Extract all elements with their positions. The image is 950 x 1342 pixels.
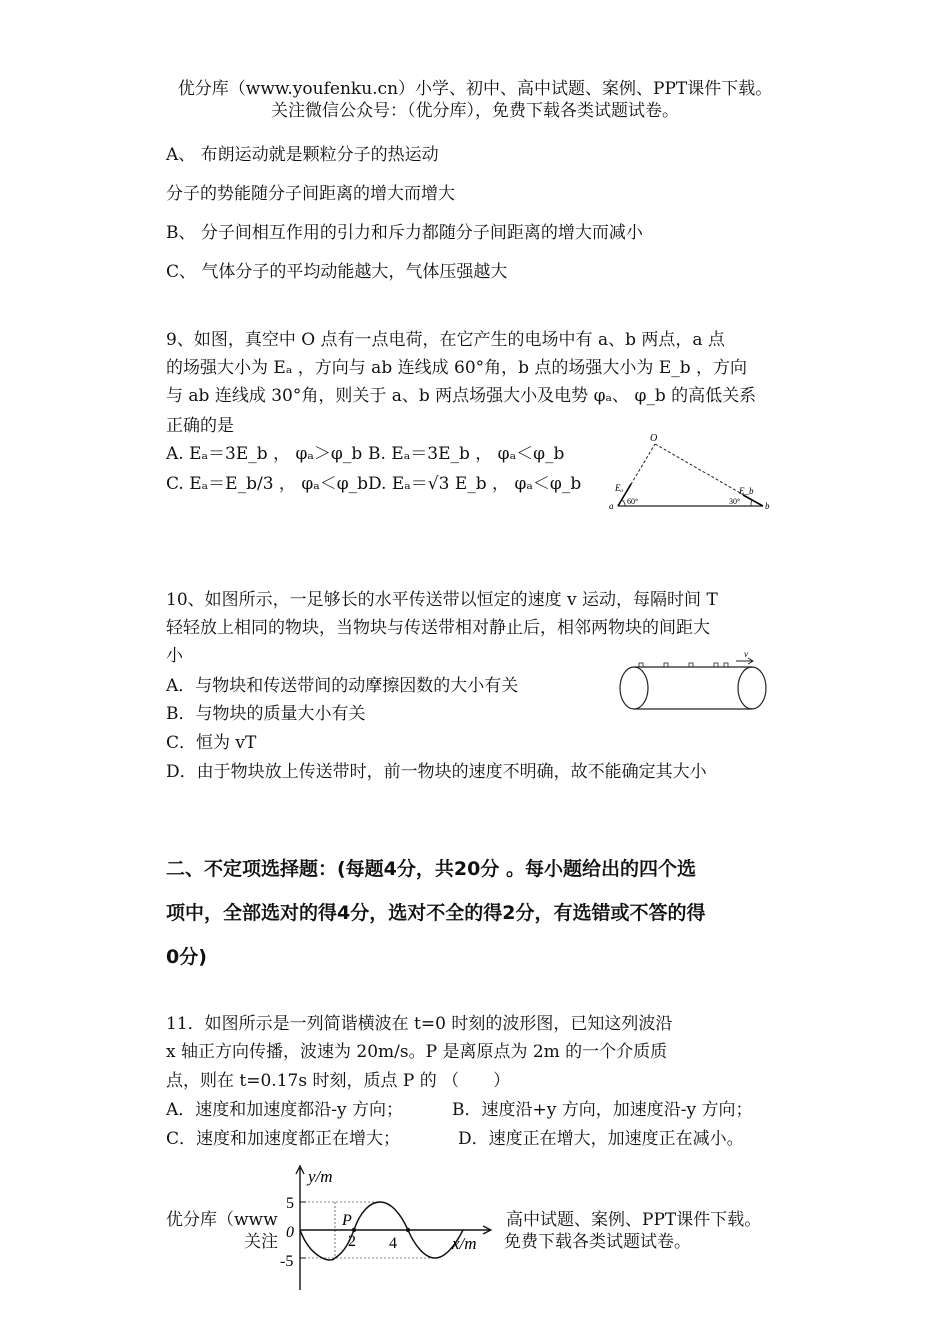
q11-line-1: 11．如图所示是一列简谐横波在 t=0 时刻的波形图，已知这列波沿 <box>166 1014 673 1034</box>
q9-option-c: C. Eₐ＝E_b/3 ， φₐ＜φ_b <box>166 474 369 494</box>
q11-line-2: x 轴正方向传播，波速为 20m/s。P 是离原点为 2m 的一个介质质 <box>166 1042 668 1062</box>
q10-line-2: 轻轻放上相同的物块，当物块与传送带相对静止后，相邻两物块的间距大 <box>166 618 710 638</box>
angle-60-label: 60° <box>627 497 639 506</box>
footer-left-1: 优分库（www <box>166 1210 278 1230</box>
q9-line-1: 9、如图，真空中 O 点有一点电荷，在它产生的电场中有 a、b 两点，a 点 <box>166 330 725 350</box>
q10-option-c: C．恒为 vT <box>166 733 257 753</box>
q11-option-a: A．速度和加速度都沿-y 方向； <box>166 1100 404 1120</box>
q8-extra-line: 分子的势能随分子间距离的增大而增大 <box>166 184 455 204</box>
header-line-2: 关注微信公众号：（优分库），免费下载各类试题试卷。 <box>271 101 679 121</box>
q10-option-b: B．与物块的质量大小有关 <box>166 704 366 724</box>
q10-conveyor-diagram <box>612 648 772 716</box>
q10-line-3: 小 <box>166 646 183 666</box>
q11-option-d: D．速度正在增大，加速度正在减小。 <box>458 1129 744 1149</box>
y-axis-label: y/m <box>308 1167 333 1186</box>
q10-option-a: A．与物块和传送带间的动摩擦因数的大小有关 <box>166 676 519 696</box>
point-b-label: b <box>765 501 770 511</box>
point-o-label: O <box>650 433 658 444</box>
q11-option-b: B．速度沿+y 方向，加速度沿-y 方向； <box>452 1100 753 1120</box>
q11-wave-graph <box>280 1162 496 1294</box>
footer-left-2: 关注 <box>244 1232 278 1252</box>
left-roller <box>620 667 648 709</box>
q10-option-d: D．由于物块放上传送带时，前一物块的速度不明确，故不能确定其大小 <box>166 762 707 782</box>
eb-label: E_b <box>739 486 754 496</box>
q8-option-b: B、 分子间相互作用的引力和斥力都随分子间距离的增大而减小 <box>166 223 643 243</box>
point-p-label: P <box>342 1212 352 1229</box>
angle-30-label: 30° <box>729 497 741 506</box>
section-2-line-2: 项中，全部选对的得4分，选对不全的得2分，有选错或不答的得 <box>166 902 706 924</box>
section-2-line-1: 二、不定项选择题：(每题4分，共20分 。每小题给出的四个选 <box>166 858 696 880</box>
x-tick-4: 4 <box>389 1235 397 1252</box>
section-2-line-3: 0分) <box>166 946 207 968</box>
q9-field-diagram <box>605 428 775 514</box>
eb-arrow <box>743 495 763 506</box>
y-tick-neg5: -5 <box>280 1253 294 1270</box>
velocity-label: v <box>744 649 748 659</box>
q9-line-2: 的场强大小为 Eₐ ，方向与 ab 连线成 60°角，b 点的场强大小为 E_b ，方向 <box>166 358 748 378</box>
right-roller <box>738 667 766 709</box>
q9-option-b: B. Eₐ＝3E_b ， φₐ＜φ_b <box>368 444 565 464</box>
q9-option-a: A. Eₐ＝3E_b ， φₐ＞φ_b <box>166 444 363 464</box>
x-tick-2: 2 <box>348 1233 356 1250</box>
q10-line-1: 10、如图所示，一足够长的水平传送带以恒定的速度 v 运动，每隔时间 T <box>166 590 718 610</box>
q8-option-c: C、 气体分子的平均动能越大，气体压强越大 <box>166 262 508 282</box>
q9-line-3: 与 ab 连线成 30°角，则关于 a、b 两点场强大小及电势 φₐ、 φ_b 的高低关系 <box>166 386 757 406</box>
origin-label: 0 <box>286 1224 294 1241</box>
x-axis-label: x/m <box>452 1234 477 1253</box>
point-a-label: a <box>609 501 614 511</box>
footer-right-1: 高中试题、案例、PPT课件下载。 <box>506 1210 762 1230</box>
y-tick-5: 5 <box>286 1195 294 1212</box>
q8-option-a: A、 布朗运动就是颗粒分子的热运动 <box>166 145 439 165</box>
ea-label: Eₐ <box>615 483 624 493</box>
q11-line-3: 点，则在 t=0.17s 时刻，质点 P 的 （ ） <box>166 1071 511 1091</box>
point-p <box>352 1228 356 1232</box>
header-line-1: 优分库（www.youfenku.cn）小学、初中、高中试题、案例、PPT课件下载。 <box>177 79 773 99</box>
q9-option-d: D. Eₐ＝√3 E_b ， φₐ＜φ_b <box>368 474 582 494</box>
q11-option-c: C．速度和加速度都正在增大； <box>166 1129 401 1149</box>
q9-line-4: 正确的是 <box>166 416 234 436</box>
footer-right-2: 免费下载各类试题试卷。 <box>504 1232 691 1252</box>
